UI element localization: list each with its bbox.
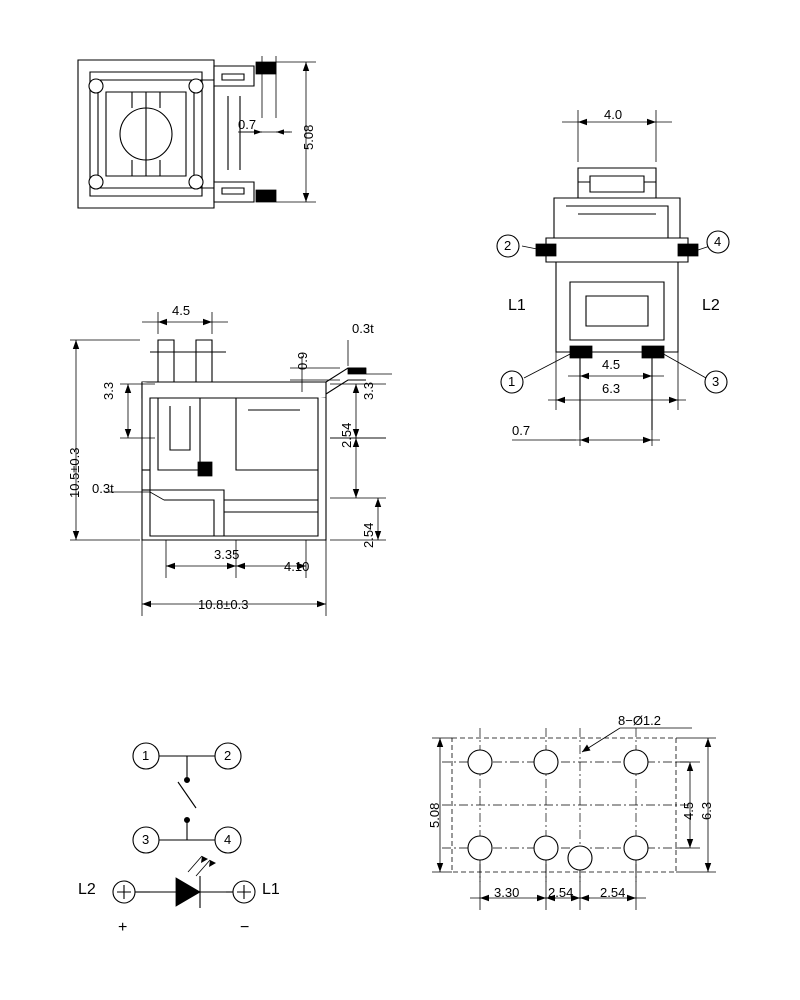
dim-front-0-7: 0.7 xyxy=(512,423,531,438)
pcb-dim-2-54-a: 2.54 xyxy=(548,885,574,900)
dim-top-0-7: 0.7 xyxy=(238,117,257,132)
dim-side-0-9: 0.9 xyxy=(295,351,310,370)
dim-top-5-08: 5.08 xyxy=(301,124,316,150)
terminal-4-number: 4 xyxy=(714,234,722,249)
top-view-geometry xyxy=(78,60,276,208)
dim-front-4-0: 4.0 xyxy=(604,107,623,122)
schematic-led-label-l1: L1 xyxy=(262,881,280,898)
dim-side-0-3t-top: 0.3t xyxy=(352,321,374,336)
schematic-terminal-1: 1 xyxy=(142,748,150,763)
front-led-label-l1: L1 xyxy=(508,297,526,314)
schematic-terminal-4: 4 xyxy=(224,832,232,847)
terminal-2-number: 2 xyxy=(504,238,512,253)
dim-side-10-5: 10.5±0.3 xyxy=(67,447,82,498)
dim-side-3-3-left: 3.3 xyxy=(101,381,116,400)
pcb-hole-note: 8−Ø1.2 xyxy=(618,713,662,728)
dim-side-0-3t-left: 0.3t xyxy=(92,481,114,496)
dim-side-2-54-mid: 2.54 xyxy=(339,422,354,448)
dim-side-10-8: 10.8±0.3 xyxy=(198,597,249,612)
schematic-led-label-l2: L2 xyxy=(78,881,96,898)
schematic-terminal-3: 3 xyxy=(142,832,150,847)
schematic-terminal-2: 2 xyxy=(224,748,232,763)
pcb-layout-geometry xyxy=(432,728,716,910)
schematic-polarity-minus: − xyxy=(240,919,250,936)
pcb-dim-2-54-b: 2.54 xyxy=(600,885,626,900)
terminal-1-number: 1 xyxy=(508,374,516,389)
dim-side-3-3-right: 3.3 xyxy=(361,381,376,400)
dim-side-2-54-low: 2.54 xyxy=(361,522,376,548)
dim-front-6-3: 6.3 xyxy=(602,381,621,396)
dim-side-4-5: 4.5 xyxy=(172,303,191,318)
dim-side-4-10: 4.10 xyxy=(284,559,310,574)
pcb-dim-5-08: 5.08 xyxy=(427,802,442,828)
pcb-dim-6-3: 6.3 xyxy=(699,801,714,820)
terminal-3-number: 3 xyxy=(712,374,720,389)
dim-side-3-35: 3.35 xyxy=(214,547,240,562)
side-view-geometry xyxy=(142,340,366,540)
pcb-dim-4-5: 4.5 xyxy=(681,801,696,820)
schematic-geometry xyxy=(113,743,255,908)
pcb-dim-3-30: 3.30 xyxy=(494,885,520,900)
dim-front-4-5: 4.5 xyxy=(602,357,621,372)
front-led-label-l2: L2 xyxy=(702,297,720,314)
schematic-polarity-plus: + xyxy=(118,919,128,936)
